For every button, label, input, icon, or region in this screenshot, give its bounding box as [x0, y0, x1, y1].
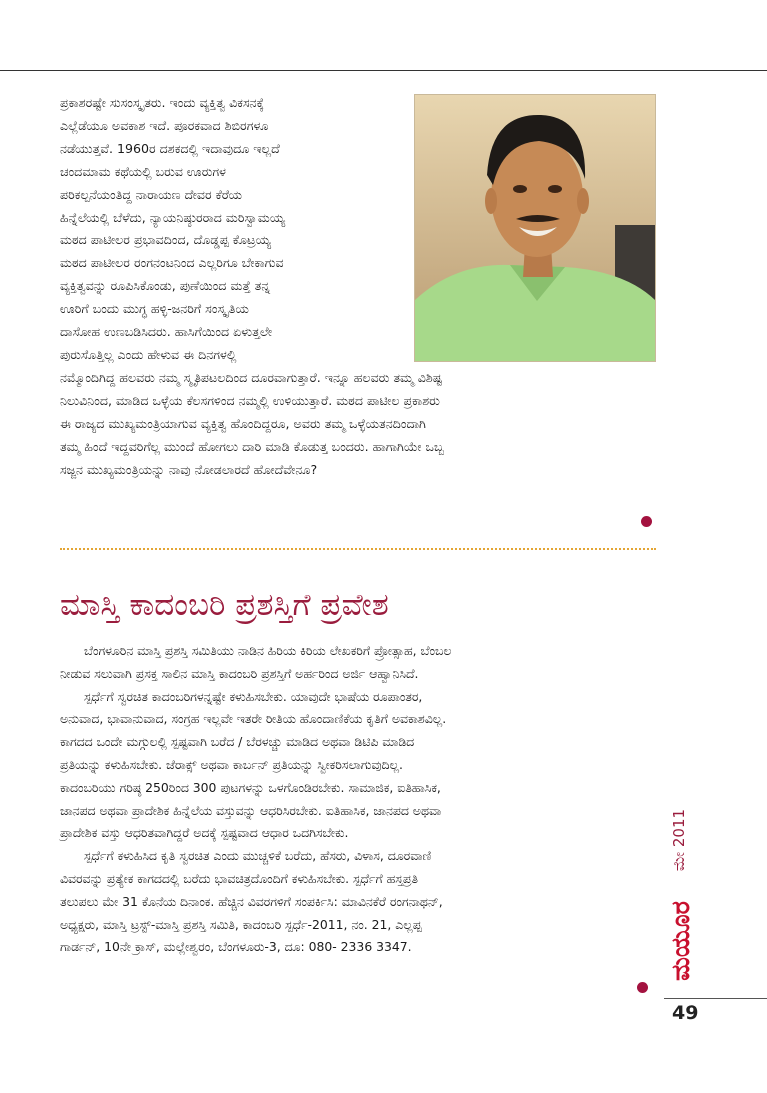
text-line: ಪ್ರತಿಯನ್ನು ಕಳುಹಿಸಬೇಕು. ಜೆರಾಕ್ಸ್ ಅಥವಾ ಕಾರ್ಬನ್ ಪ್ರತಿಯನ್ನು ಸ್ವೀಕರಿಸಲಾಗುವುದಿಲ್ಲ. [60, 756, 403, 772]
text-line: ದಾಸೋಹ ಉಣಬಡಿಸಿದರು. ಹಾಸಿಗೆಯಿಂದ ಏಳುತ್ತಲೇ [60, 324, 273, 340]
portrait-illustration [415, 95, 655, 361]
text-line: ಪುರುಸೊತ್ತಿಲ್ಲ ಎಂದು ಹೇಳುವ ಈ ದಿನಗಳಲ್ಲಿ [60, 346, 237, 362]
text-line: ನಮ್ಮೊಂದಿಗಿದ್ದ ಹಲವರು ನಮ್ಮ ಸ್ಮೃತಿಪಟಲದಿಂದ ದೂರವಾಗುತ್ತಾರೆ. ಇನ್ನೂ ಹಲವರು ತಮ್ಮ ವಿಶಿಷ್ಟ [60, 370, 443, 385]
text-line: ಈ ರಾಜ್ಯದ ಮುಖ್ಯಮಂತ್ರಿಯಾಗುವ ವ್ಯಕ್ತಿತ್ವ ಹೊಂದಿದ್ದರೂ, ಅವರು ತಮ್ಮ ಒಳ್ಳೆಯತನದಿಂದಾಗಿ [60, 415, 426, 431]
text-line: ಮಠದ ಪಾಟೀಲರ ರಂಗನಂಟನಿಂದ ಎಲ್ಲರಿಗೂ ಬೇಕಾಗುವ [60, 255, 284, 271]
issue-date [668, 800, 690, 880]
issue-date-text: ಮೇ 2011 [670, 808, 688, 872]
text-line: ವ್ಯಕ್ತಿತ್ವವನ್ನು ರೂಪಿಸಿಕೊಂಡು, ಪುಣೆಯಿಂದ ಮತ್ತೆ ತನ್ನ [60, 278, 271, 294]
text-line: ಜಾನಪದ ಅಥವಾ ಪ್ರಾದೇಶಿಕ ಹಿನ್ನೆಲೆಯ ವಸ್ತುವನ್ನು ಆಧರಿಸಿರಬೇಕು. ಐತಿಹಾಸಿಕ, ಜಾನಪದ ಅಥವಾ [60, 802, 442, 818]
text-line: ಮಠದ ಪಾಟೀಲರ ಪ್ರಭಾವದಿಂದ, ದೊಡ್ಡಪ್ಪ ಕೊಟ್ರಯ್ಯ [60, 232, 271, 248]
article-headline: ಮಾಸ್ತಿ ಕಾದಂಬರಿ ಪ್ರಶಸ್ತಿಗೆ ಪ್ರವೇಶ [60, 587, 389, 623]
text-line: ವಿವರವನ್ನು ಪ್ರತ್ಯೇಕ ಕಾಗದದಲ್ಲಿ ಬರೆದು ಭಾವಚಿತ್ರದೊಂದಿಗೆ ಕಳುಹಿಸಬೇಕು. ಸ್ಪರ್ಧೆಗೆ ಹಸ್ತಪ್ರತಿ [60, 870, 418, 886]
text-line: ಅಧ್ಯಕ್ಷರು, ಮಾಸ್ತಿ ಟ್ರಸ್ಟ್-ಮಾಸ್ತಿ ಪ್ರಶಸ್ತಿ ಸಮಿತಿ, ಕಾದಂಬರಿ ಸ್ಪರ್ಧೆ-2011, ನಂ. 21, ಎಲ್ಲಪ್ಪ [60, 916, 422, 932]
announcement-body [60, 640, 658, 959]
text-line: ಕಾಗದದ ಒಂದೇ ಮಗ್ಗುಲಲ್ಲಿ ಸ್ಪಷ್ಟವಾಗಿ ಬರೆದ / ಬೆರಳಚ್ಚು ಮಾಡಿದ ಅಥವಾ ಡಿಟಿಪಿ ಮಾಡಿದ [60, 734, 415, 750]
text-line: ಸ್ಪರ್ಧೆಗೆ ಕಳುಹಿಸಿದ ಕೃತಿ ಸ್ವರಚಿತ ಎಂದು ಮುಚ್ಚಳಿಕೆ ಬರೆದು, ಹೆಸರು, ವಿಳಾಸ, ದೂರವಾಣಿ [84, 848, 432, 864]
footer-rule [664, 998, 767, 999]
text-line: ನೀಡುವ ಸಲುವಾಗಿ ಪ್ರಸಕ್ತ ಸಾಲಿನ ಮಾಸ್ತಿ ಕಾದಂಬರಿ ಪ್ರಶಸ್ತಿಗೆ ಅರ್ಹರಿಂದ ಅರ್ಜಿ ಆಹ್ವಾನಿಸಿದೆ. [60, 665, 419, 681]
intro-paragraph [60, 92, 405, 367]
text-line: ಹಿನ್ನೆಲೆಯಲ್ಲಿ ಬೆಳೆದು, ನ್ಯಾಯನಿಷ್ಠುರರಾದ ಮರಿಸ್ವಾಮಯ್ಯ [60, 209, 286, 225]
text-line: ಬೆಂಗಳೂರಿನ ಮಾಸ್ತಿ ಪ್ರಶಸ್ತಿ ಸಮಿತಿಯು ನಾಡಿನ ಹಿರಿಯ ಕಿರಿಯ ಲೇಖಕರಿಗೆ ಪ್ರೋತ್ಸಾಹ, ಬೆಂಬಲ [84, 643, 452, 658]
top-rule [0, 70, 767, 71]
text-line: ತಮ್ಮ ಹಿಂದೆ ಇದ್ದವರಿಗೆಲ್ಲ ಮುಂದೆ ಹೋಗಲು ದಾರಿ ಮಾಡಿ ಕೊಡುತ್ತ ಬಂದರು. ಹಾಗಾಗಿಯೇ ಒಬ್ಬ [60, 438, 444, 454]
text-line: ಊರಿಗೆ ಬಂದು ಮುಗ್ಧ ಹಳ್ಳಿ-ಜನರಿಗೆ ಸಂಸ್ಕೃತಿಯ [60, 301, 249, 317]
end-of-article-bullet [641, 516, 652, 527]
continuation-paragraph [60, 367, 660, 482]
page-number: 49 [672, 1002, 699, 1024]
text-line: ಕಾದಂಬರಿಯು ಗರಿಷ್ಠ 250ರಿಂದ 300 ಪುಟಗಳನ್ನು ಒಳಗೊಂಡಿರಬೇಕು. ಸಾಮಾಜಿಕ, ಐತಿಹಾಸಿಕ, [60, 779, 441, 795]
end-of-article-bullet [637, 982, 648, 993]
text-line: ಪ್ರಾದೇಶಿಕ ವಸ್ತು ಆಧರಿತವಾಗಿದ್ದರೆ ಅದಕ್ಕೆ ಸ್ಪಷ್ಟವಾದ ಆಧಾರ ಒದಗಿಸಬೇಕು. [60, 825, 349, 841]
magazine-logo-text: ಮಯೂರ [666, 901, 695, 981]
text-line: ಸ್ಪರ್ಧೆಗೆ ಸ್ವರಚಿತ ಕಾದಂಬರಿಗಳನ್ನಷ್ಟೇ ಕಳುಹಿಸಬೇಕು. ಯಾವುದೇ ಭಾಷೆಯ ರೂಪಾಂತರ, [84, 688, 423, 704]
text-line: ಅನುವಾದ, ಭಾವಾನುವಾದ, ಸಂಗ್ರಹ ಇಲ್ಲವೇ ಇತರೇ ರೀತಿಯ ಹೊಂದಾಣಿಕೆಯ ಕೃತಿಗೆ ಅವಕಾಶವಿಲ್ಲ. [60, 711, 447, 727]
section-divider [60, 548, 656, 550]
text-line: ಪ್ರಕಾಶರಷ್ಟೇ ಸುಸಂಸ್ಕೃತರು. ಇಂದು ವ್ಯಕ್ತಿತ್ವ ವಿಕಸನಕ್ಕೆ [60, 95, 265, 110]
text-line: ತಲುಪಲು ಮೇ 31 ಕೊನೆಯ ದಿನಾಂಕ. ಹೆಚ್ಚಿನ ವಿವರಗಳಿಗೆ ಸಂಪರ್ಕಿಸಿ: ಮಾವಿನಕೆರೆ ರಂಗನಾಥನ್, [60, 893, 443, 909]
portrait-photo [414, 94, 656, 362]
text-line: ಚಂದಮಾಮ ಕಥೆಯಲ್ಲಿ ಬರುವ ಊರುಗಳ [60, 163, 227, 179]
text-line: ನಿಲುವಿನಿಂದ, ಮಾಡಿದ ಒಳ್ಳೆಯ ಕೆಲಸಗಳಿಂದ ನಮ್ಮಲ್ಲಿ ಉಳಿಯುತ್ತಾರೆ. ಮಠದ ಪಾಟೀಲ ಪ್ರಕಾಶರು [60, 392, 440, 408]
text-line: ಗಾರ್ಡನ್, 10ನೇ ಕ್ರಾಸ್, ಮಲ್ಲೇಶ್ವರಂ, ಬೆಂಗಳೂರು-3, ದೂ: 080- 2336 3347. [60, 939, 412, 955]
text-line: ಪರಿಕಲ್ಪನೆಯಂತಿದ್ದ ನಾರಾಯಣ ದೇವರ ಕೆರೆಯ [60, 186, 243, 202]
text-line: ನಡೆಯುತ್ತವೆ. 1960ರ ದಶಕದಲ್ಲಿ ಇದಾವುದೂ ಇಲ್ಲದೆ [60, 140, 280, 156]
text-line: ಸಜ್ಜನ ಮುಖ್ಯಮಂತ್ರಿಯನ್ನು ನಾವು ನೋಡಲಾರದೆ ಹೋದೆವೇನೂ? [60, 461, 318, 477]
magazine-logo [664, 886, 698, 996]
text-line: ಎಲ್ಲೆಡೆಯೂ ಅವಕಾಶ ಇದೆ. ಪೂರಕವಾದ ಶಿಬಿರಗಳೂ [60, 117, 269, 133]
